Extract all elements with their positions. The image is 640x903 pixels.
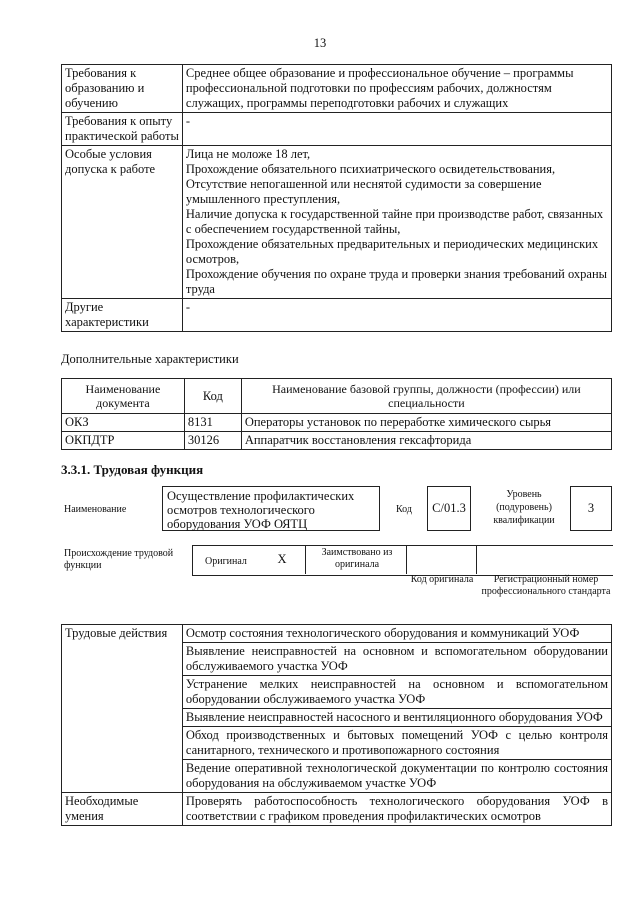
requirement-line: - (185, 114, 191, 128)
requirement-label: Требования к образованию и обучению (62, 65, 183, 113)
requirement-line: Среднее общее образование и профессиональное обучение – программы профессиональной подготовки по профессиям рабочих, должностям служащих, программы переподготовки рабочих и служащих (185, 66, 574, 110)
section-title: 3.3.1. Трудовая функция (61, 462, 204, 477)
extra-header-doc: Наименование документа (62, 379, 185, 414)
requirement-value (182, 65, 611, 113)
action-item: Ведение оперативной технологической документации по контролю состояния оборудования на обслуживаемом участке УОФ (182, 760, 611, 793)
extra-cell: 30126 (184, 432, 241, 450)
requirement-row (62, 113, 612, 146)
original-label: Оригинал (205, 556, 247, 567)
requirement-value (182, 146, 611, 299)
code-label: Код (396, 504, 412, 515)
requirements-table (61, 64, 612, 332)
action-item: Осмотр состояния технологического оборудования и коммуникаций УОФ (182, 625, 611, 643)
skill-item: Проверять работоспособность технологического оборудования УОФ в соответствии с графиком проведения профилактических осмотров (182, 793, 611, 826)
extra-cell: Аппаратчик восстановления гексафторида (241, 432, 611, 450)
requirement-line: Отсутствие непогашенной или неснятой судимости за совершение умышленного преступления, (185, 177, 542, 206)
requirement-row (62, 146, 612, 299)
name-label: Наименование (64, 504, 127, 515)
extra-cell: ОКЗ (62, 414, 185, 432)
requirement-line: Прохождение обучения по охране труда и проверки знания требований охраны труда (185, 267, 608, 296)
requirement-row (62, 65, 612, 113)
extra-table (61, 378, 612, 450)
actions-table (61, 624, 612, 826)
extra-header-name: Наименование базовой группы, должности (профессии) или специальности (241, 379, 611, 414)
function-code: С/01.3 (427, 486, 471, 531)
level-label: Уровень (подуровень) квалификации (493, 489, 555, 526)
requirement-line: - (185, 300, 191, 314)
extra-cell: 8131 (184, 414, 241, 432)
action-item: Выявление неисправностей на основном и вспомогательном оборудовании обслуживаемого участка УОФ (182, 643, 611, 676)
extra-header-code: Код (184, 379, 241, 414)
requirement-label: Особые условия допуска к работе (62, 146, 183, 299)
actions-label: Трудовые действия (62, 625, 183, 793)
page-number: 13 (313, 36, 327, 50)
requirement-value (182, 113, 611, 146)
borrowed-label: Заимствовано из оригинала (321, 547, 393, 570)
extra-cell: Операторы установок по переработке химического сырья (241, 414, 611, 432)
action-item: Выявление неисправностей насосного и вентиляционного оборудования УОФ (182, 709, 611, 727)
requirement-line: Лица не моложе 18 лет, (185, 147, 311, 161)
level-value: 3 (570, 486, 612, 531)
code-caption: Код оригинала (410, 574, 474, 585)
function-name: Осуществление профилактических осмотров технологического оборудования УОФ ОЯТЦ (162, 486, 380, 531)
requirement-value (182, 299, 611, 332)
extra-cell: ОКПДТР (62, 432, 185, 450)
requirement-line: Прохождение обязательного психиатрического освидетельствования, (185, 162, 556, 176)
requirement-label: Требования к опыту практической работы (62, 113, 183, 146)
extra-title: Дополнительные характеристики (61, 352, 239, 366)
action-item: Устранение мелких неисправностей на основном и вспомогательном оборудовании обслуживаемого участка УОФ (182, 676, 611, 709)
requirement-row (62, 299, 612, 332)
skills-label: Необходимые умения (62, 793, 183, 826)
requirement-label: Другие характеристики (62, 299, 183, 332)
original-mark: X (277, 552, 287, 566)
requirement-line: Наличие допуска к государственной тайне при производстве работ, связанных с обеспечением государственной тайны, (185, 207, 604, 236)
requirement-line: Прохождение обязательных предварительных и периодических медицинских осмотров, (185, 237, 599, 266)
action-item: Обход производственных и бытовых помещений УОФ с целью контроля санитарного, технического и противопожарного состояния (182, 727, 611, 760)
origin-label: Происхождение трудовой функции (64, 548, 174, 571)
reg-caption: Регистрационный номер профессионального стандарта (481, 574, 611, 597)
